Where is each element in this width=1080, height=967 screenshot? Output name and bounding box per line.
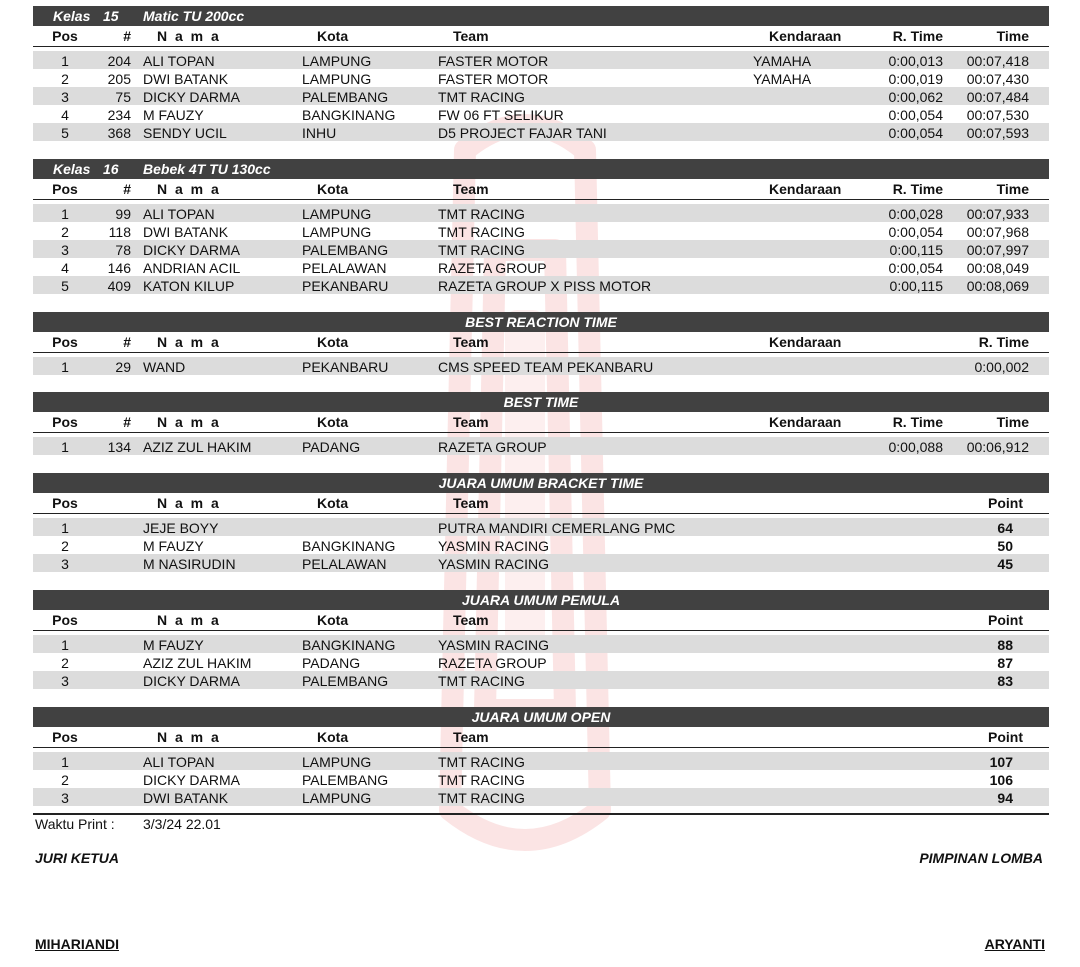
cell-nama: SENDY UCIL <box>143 125 227 141</box>
cell-num: 118 <box>108 224 131 240</box>
cell-kota: PALEMBANG <box>302 242 389 258</box>
cell-time: 00:07,593 <box>966 125 1029 141</box>
cell-rtime: 0:00,054 <box>888 224 943 240</box>
cell-nama: DWI BATANK <box>143 224 229 240</box>
table-row <box>33 653 1049 671</box>
cell-team: YASMIN RACING <box>438 637 549 653</box>
table-row <box>33 554 1049 572</box>
table-row <box>33 69 1049 87</box>
cell-team: D5 PROJECT FAJAR TANI <box>438 125 607 141</box>
print-time-label: Waktu Print : <box>35 816 115 832</box>
cell-kota: BANGKINANG <box>302 107 396 123</box>
cell-team: TMT RACING <box>438 772 525 788</box>
cell-nama: AZIZ ZUL HAKIM <box>143 655 252 671</box>
cell-kota: BANGKINANG <box>302 538 396 554</box>
table-header <box>33 610 1049 631</box>
header-team: Team <box>453 495 489 511</box>
header-num: # <box>123 181 131 197</box>
header-nama: N a m a <box>157 414 221 430</box>
header-time: Time <box>996 414 1029 430</box>
cell-kota: LAMPUNG <box>302 754 372 770</box>
cell-point: 45 <box>997 556 1013 572</box>
header-pos: Pos <box>52 334 78 350</box>
table-row <box>33 752 1049 770</box>
section-title: JUARA UMUM BRACKET TIME <box>438 475 644 491</box>
cell-pos: 2 <box>61 224 69 240</box>
cell-nama: M FAUZY <box>143 538 204 554</box>
cell-num: 99 <box>115 206 131 222</box>
header-team: Team <box>453 334 489 350</box>
cell-point: 106 <box>989 772 1013 788</box>
header-kota: Kota <box>317 28 349 44</box>
cell-team: TMT RACING <box>438 224 525 240</box>
table-row <box>33 51 1049 69</box>
table-row <box>33 222 1049 240</box>
header-kota: Kota <box>317 181 349 197</box>
cell-rtime: 0:00,088 <box>888 439 943 455</box>
cell-pos: 2 <box>61 538 69 554</box>
section-title: JUARA UMUM PEMULA <box>461 592 621 608</box>
cell-team: RAZETA GROUP <box>438 260 547 276</box>
cell-team: TMT RACING <box>438 754 525 770</box>
header-kendaraan: Kendaraan <box>769 414 842 430</box>
cell-rtime: 0:00,054 <box>888 107 943 123</box>
header-point: Point <box>988 612 1023 628</box>
cell-rtime: 0:00,054 <box>888 260 943 276</box>
cell-nama: M FAUZY <box>143 637 204 653</box>
header-time: Time <box>996 28 1029 44</box>
table-row <box>33 87 1049 105</box>
cell-num: 409 <box>107 278 131 294</box>
cell-team: FW 06 FT SELIKUR <box>438 107 564 123</box>
header-kota: Kota <box>317 334 349 350</box>
cell-rtime: 0:00,028 <box>888 206 943 222</box>
cell-nama: DICKY DARMA <box>143 673 240 689</box>
cell-rtime: 0:00,115 <box>889 278 943 294</box>
cell-num: 75 <box>115 89 131 105</box>
juara-pemula-section <box>33 590 1049 689</box>
header-nama: N a m a <box>157 612 221 628</box>
cell-kota: PEKANBARU <box>302 359 389 375</box>
pimpinan-lomba-label: PIMPINAN LOMBA <box>919 850 1043 866</box>
cell-kota: PALEMBANG <box>302 673 389 689</box>
header-rtime: R. Time <box>892 28 943 44</box>
juara-bracket-title-bar <box>33 473 1049 493</box>
cell-pos: 3 <box>61 790 69 806</box>
cell-team: RAZETA GROUP <box>438 655 547 671</box>
print-time-value: 3/3/24 22.01 <box>143 816 221 832</box>
cell-time: 00:07,530 <box>966 107 1029 123</box>
header-rtime: R. Time <box>978 334 1029 350</box>
header-rtime: R. Time <box>892 181 943 197</box>
cell-num: 234 <box>107 107 131 123</box>
header-team: Team <box>453 181 489 197</box>
cell-pos: 3 <box>61 673 69 689</box>
cell-rtime: 0:00,019 <box>888 71 943 87</box>
cell-team: PUTRA MANDIRI CEMERLANG PMC <box>438 520 676 536</box>
cell-num: 204 <box>107 53 131 69</box>
header-team: Team <box>453 414 489 430</box>
table-row <box>33 518 1049 536</box>
cell-time: 00:06,912 <box>966 439 1029 455</box>
table-row <box>33 635 1049 653</box>
juara-open-title-bar <box>33 707 1049 727</box>
cell-pos: 1 <box>61 53 69 69</box>
cell-time: 00:07,430 <box>966 71 1029 87</box>
cell-nama: DICKY DARMA <box>143 89 240 105</box>
cell-nama: ALI TOPAN <box>143 754 215 770</box>
header-kendaraan: Kendaraan <box>769 334 842 350</box>
cell-nama: DICKY DARMA <box>143 772 240 788</box>
cell-point: 50 <box>997 538 1013 554</box>
cell-pos: 1 <box>61 359 69 375</box>
header-kota: Kota <box>317 729 349 745</box>
header-nama: N a m a <box>157 28 221 44</box>
cell-team: TMT RACING <box>438 790 525 806</box>
kelas-number: 15 <box>103 8 119 24</box>
kelas-16-title-bar <box>33 159 1049 179</box>
cell-team: TMT RACING <box>438 242 525 258</box>
kelas-label: Kelas <box>53 8 91 24</box>
header-nama: N a m a <box>157 334 221 350</box>
cell-num: 134 <box>107 439 131 455</box>
cell-num: 146 <box>107 260 131 276</box>
cell-pos: 3 <box>61 556 69 572</box>
cell-rtime: 0:00,013 <box>888 53 943 69</box>
table-header <box>33 727 1049 748</box>
table-row <box>33 105 1049 123</box>
table-header <box>33 179 1049 200</box>
kelas-15-title-bar <box>33 6 1049 26</box>
cell-kota: PALEMBANG <box>302 772 389 788</box>
header-pos: Pos <box>52 612 78 628</box>
cell-point: 107 <box>989 754 1013 770</box>
cell-num: 205 <box>107 71 131 87</box>
header-kota: Kota <box>317 495 349 511</box>
table-row <box>33 536 1049 554</box>
cell-nama: M NASIRUDIN <box>143 556 236 572</box>
cell-nama: DWI BATANK <box>143 71 229 87</box>
cell-team: TMT RACING <box>438 89 525 105</box>
cell-rtime: 0:00,062 <box>888 89 943 105</box>
cell-kota: PEKANBARU <box>302 278 389 294</box>
cell-point: 94 <box>997 790 1013 806</box>
cell-time: 00:07,997 <box>966 242 1029 258</box>
cell-time: 00:07,968 <box>966 224 1029 240</box>
table-row <box>33 770 1049 788</box>
section-title: BEST TIME <box>503 394 579 410</box>
cell-pos: 1 <box>61 439 69 455</box>
cell-team: YASMIN RACING <box>438 556 549 572</box>
cell-nama: WAND <box>143 359 186 375</box>
cell-kota: INHU <box>302 125 337 141</box>
cell-kota: LAMPUNG <box>302 71 372 87</box>
cell-pos: 3 <box>61 242 69 258</box>
best-reaction-title-bar <box>33 312 1049 332</box>
cell-time: 00:07,933 <box>966 206 1029 222</box>
cell-pos: 1 <box>61 520 69 536</box>
cell-time: 00:07,484 <box>966 89 1029 105</box>
best-reaction-section <box>33 312 1049 375</box>
cell-pos: 4 <box>61 260 69 276</box>
best-time-title-bar <box>33 392 1049 412</box>
header-nama: N a m a <box>157 181 221 197</box>
cell-num: 29 <box>115 359 131 375</box>
header-pos: Pos <box>52 729 78 745</box>
cell-team: YASMIN RACING <box>438 538 549 554</box>
juara-pemula-title-bar <box>33 590 1049 610</box>
cell-pos: 2 <box>61 772 69 788</box>
cell-pos: 4 <box>61 107 69 123</box>
cell-kota: PALEMBANG <box>302 89 389 105</box>
kelas-number: 16 <box>103 161 119 177</box>
cell-nama: M FAUZY <box>143 107 204 123</box>
cell-pos: 1 <box>61 206 69 222</box>
header-nama: N a m a <box>157 495 221 511</box>
cell-point: 87 <box>997 655 1013 671</box>
header-team: Team <box>453 729 489 745</box>
table-row <box>33 276 1049 294</box>
header-num: # <box>123 28 131 44</box>
cell-pos: 2 <box>61 71 69 87</box>
juri-ketua-name: MIHARIANDI <box>35 936 119 952</box>
cell-pos: 5 <box>61 278 69 294</box>
cell-num: 368 <box>107 125 131 141</box>
cell-kota: PADANG <box>302 439 361 455</box>
cell-team: FASTER MOTOR <box>438 71 549 87</box>
table-row <box>33 240 1049 258</box>
table-row <box>33 437 1049 455</box>
best-time-section <box>33 392 1049 455</box>
cell-team: CMS SPEED TEAM PEKANBARU <box>438 359 654 375</box>
footer-divider <box>33 813 1049 815</box>
table-row <box>33 357 1049 375</box>
cell-pos: 5 <box>61 125 69 141</box>
header-kendaraan: Kendaraan <box>769 28 842 44</box>
cell-kota: LAMPUNG <box>302 224 372 240</box>
header-point: Point <box>988 495 1023 511</box>
juri-ketua-label: JURI KETUA <box>35 850 120 866</box>
kelas-15-section <box>33 6 1049 141</box>
header-team: Team <box>453 612 489 628</box>
table-row <box>33 204 1049 222</box>
table-row <box>33 258 1049 276</box>
table-row <box>33 671 1049 689</box>
header-time: Time <box>996 181 1029 197</box>
cell-team: RAZETA GROUP <box>438 439 547 455</box>
cell-pos: 1 <box>61 754 69 770</box>
cell-nama: AZIZ ZUL HAKIM <box>143 439 252 455</box>
cell-time: 00:08,069 <box>966 278 1029 294</box>
header-point: Point <box>988 729 1023 745</box>
cell-time: 00:07,418 <box>966 53 1029 69</box>
cell-kota: LAMPUNG <box>302 53 372 69</box>
cell-kota: PADANG <box>302 655 361 671</box>
header-pos: Pos <box>52 414 78 430</box>
header-team: Team <box>453 28 489 44</box>
cell-nama: DICKY DARMA <box>143 242 240 258</box>
header-rtime: R. Time <box>892 414 943 430</box>
table-row <box>33 123 1049 141</box>
cell-rtime: 0:00,002 <box>974 359 1029 375</box>
cell-time: 00:08,049 <box>966 260 1029 276</box>
table-header <box>33 493 1049 514</box>
cell-rtime: 0:00,054 <box>888 125 943 141</box>
cell-kota: PELALAWAN <box>302 556 387 572</box>
header-pos: Pos <box>52 28 78 44</box>
cell-pos: 3 <box>61 89 69 105</box>
cell-point: 88 <box>997 637 1013 653</box>
cell-rtime: 0:00,115 <box>889 242 943 258</box>
cell-kota: PELALAWAN <box>302 260 387 276</box>
cell-team: FASTER MOTOR <box>438 53 549 69</box>
cell-team: RAZETA GROUP X PISS MOTOR <box>438 278 652 294</box>
cell-team: TMT RACING <box>438 206 525 222</box>
section-title: JUARA UMUM OPEN <box>471 709 611 725</box>
pimpinan-lomba-name: ARYANTI <box>984 936 1045 952</box>
table-header <box>33 26 1049 47</box>
header-num: # <box>123 334 131 350</box>
table-header <box>33 412 1049 433</box>
kelas-label: Kelas <box>53 161 91 177</box>
header-kendaraan: Kendaraan <box>769 181 842 197</box>
kelas-16-section <box>33 159 1049 294</box>
table-row <box>33 788 1049 806</box>
cell-nama: JEJE BOYY <box>143 520 219 536</box>
header-pos: Pos <box>52 495 78 511</box>
header-kota: Kota <box>317 414 349 430</box>
juara-open-section <box>33 707 1049 806</box>
cell-pos: 1 <box>61 637 69 653</box>
cell-point: 64 <box>997 520 1013 536</box>
cell-num: 78 <box>115 242 131 258</box>
cell-nama: KATON KILUP <box>143 278 235 294</box>
cell-kendaraan: YAMAHA <box>753 71 812 87</box>
cell-team: TMT RACING <box>438 673 525 689</box>
cell-kota: BANGKINANG <box>302 637 396 653</box>
cell-nama: DWI BATANK <box>143 790 229 806</box>
kelas-name: Bebek 4T TU 130cc <box>143 161 271 177</box>
header-pos: Pos <box>52 181 78 197</box>
table-header <box>33 332 1049 353</box>
cell-kendaraan: YAMAHA <box>753 53 812 69</box>
header-kota: Kota <box>317 612 349 628</box>
section-title: BEST REACTION TIME <box>465 314 617 330</box>
cell-point: 83 <box>997 673 1013 689</box>
juara-bracket-section <box>33 473 1049 572</box>
cell-nama: ALI TOPAN <box>143 206 215 222</box>
header-num: # <box>123 414 131 430</box>
header-nama: N a m a <box>157 729 221 745</box>
kelas-name: Matic TU 200cc <box>143 8 245 24</box>
cell-pos: 2 <box>61 655 69 671</box>
cell-kota: LAMPUNG <box>302 790 372 806</box>
cell-kota: LAMPUNG <box>302 206 372 222</box>
cell-nama: ANDRIAN ACIL <box>143 260 241 276</box>
cell-nama: ALI TOPAN <box>143 53 215 69</box>
